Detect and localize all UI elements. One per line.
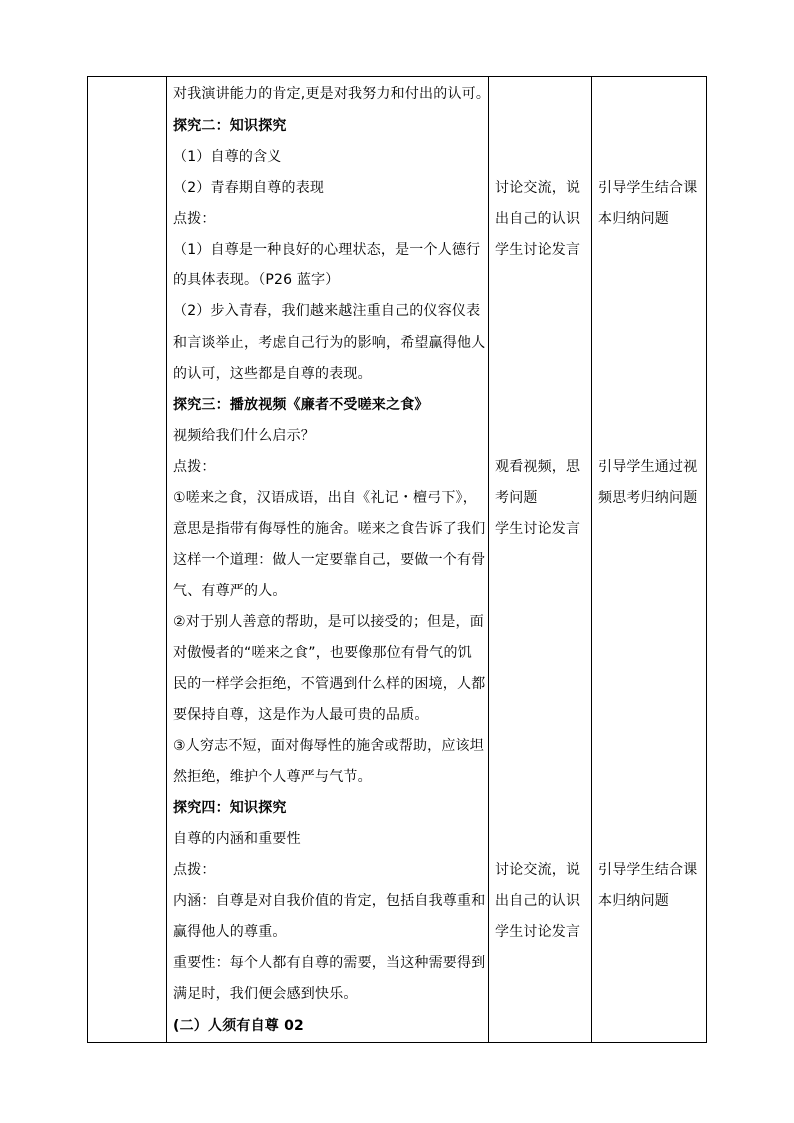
content-heading: 探究二：知识探究	[173, 118, 287, 134]
content-heading: 探究四：知识探究	[173, 800, 287, 816]
section-heading: (二）人须有自尊 02	[173, 1018, 304, 1034]
content-line: 重要性：每个人都有自尊的需要，当这种需要得到	[173, 955, 486, 971]
design-intent-line: 本归纳问题	[598, 893, 669, 909]
content-line: （1）自尊是一种良好的心理状态，是一个人德行	[173, 242, 481, 258]
content-line: 要保持自尊，这是作为人最可贵的品质。	[173, 707, 429, 723]
content-line: 点拨：	[173, 459, 216, 475]
content-line: 满足时，我们便会感到快乐。	[173, 986, 358, 1002]
content-line: 点拨：	[173, 211, 216, 227]
content-line: （2）青春期自尊的表现	[173, 180, 325, 196]
content-line: （1）自尊的含义	[173, 149, 282, 165]
design-intent-line: 引导学生结合课	[598, 180, 698, 196]
student-activity-line: 考问题	[495, 490, 538, 506]
student-activity-line: 讨论交流，说	[495, 180, 581, 196]
table-border-bottom	[87, 1042, 707, 1043]
content-line: 视频给我们什么启示？	[173, 428, 315, 444]
content-line: 的认可，这些都是自尊的表现。	[173, 366, 372, 382]
content-line: 对傲慢者的“嗟来之食”，也要像那位有骨气的饥	[173, 645, 472, 661]
table-border-top	[87, 76, 707, 77]
content-line: 意思是指带有侮辱性的施舍。嗟来之食告诉了我们	[173, 521, 486, 537]
content-line: 点拨：	[173, 862, 216, 878]
table-divider-2	[488, 76, 489, 1043]
content-line: 然拒绝，维护个人尊严与气节。	[173, 769, 372, 785]
content-line: ①嗟来之食，汉语成语，出自《礼记・檀弓下》，	[173, 490, 477, 506]
content-line: 气、有尊严的人。	[173, 583, 287, 599]
content-line: 赢得他人的尊重。	[173, 924, 287, 940]
content-line: 对我演讲能力的肯定,更是对我努力和付出的认可。	[173, 86, 491, 102]
content-heading: 探究三：播放视频《廉者不受嗟来之食》	[173, 397, 429, 413]
design-intent-line: 频思考归纳问题	[598, 490, 698, 506]
design-intent-line: 引导学生通过视	[598, 459, 698, 475]
table-divider-3	[591, 76, 592, 1043]
student-activity-line: 学生讨论发言	[495, 521, 581, 537]
design-intent-line: 本归纳问题	[598, 211, 669, 227]
student-activity-line: 学生讨论发言	[495, 242, 581, 258]
content-line: 民的一样学会拒绝，不管遇到什么样的困境，人都	[173, 676, 486, 692]
content-line: （2）步入青春，我们越来越注重自己的仪容仪表	[173, 303, 481, 319]
table-border-left	[87, 76, 88, 1043]
content-line: 的具体表现。（P26 蓝字）	[173, 272, 340, 288]
table-divider-1	[166, 76, 167, 1043]
student-activity-line: 讨论交流，说	[495, 862, 581, 878]
content-line: ③人穷志不短，面对侮辱性的施舍或帮助，应该坦	[173, 738, 484, 754]
content-line: 这样一个道理：做人一定要靠自己，要做一个有骨	[173, 552, 486, 568]
student-activity-line: 学生讨论发言	[495, 924, 581, 940]
student-activity-line: 观看视频，思	[495, 459, 581, 475]
student-activity-line: 出自己的认识	[495, 211, 581, 227]
design-intent-line: 引导学生结合课	[598, 862, 698, 878]
table-border-right	[706, 76, 707, 1043]
content-line: 内涵：自尊是对自我价值的肯定，包括自我尊重和	[173, 893, 486, 909]
student-activity-line: 出自己的认识	[495, 893, 581, 909]
content-line: 和言谈举止，考虑自己行为的影响，希望赢得他人	[173, 335, 486, 351]
content-line: ②对于别人善意的帮助，是可以接受的；但是，面	[173, 614, 484, 630]
content-line: 自尊的内涵和重要性	[173, 831, 301, 847]
